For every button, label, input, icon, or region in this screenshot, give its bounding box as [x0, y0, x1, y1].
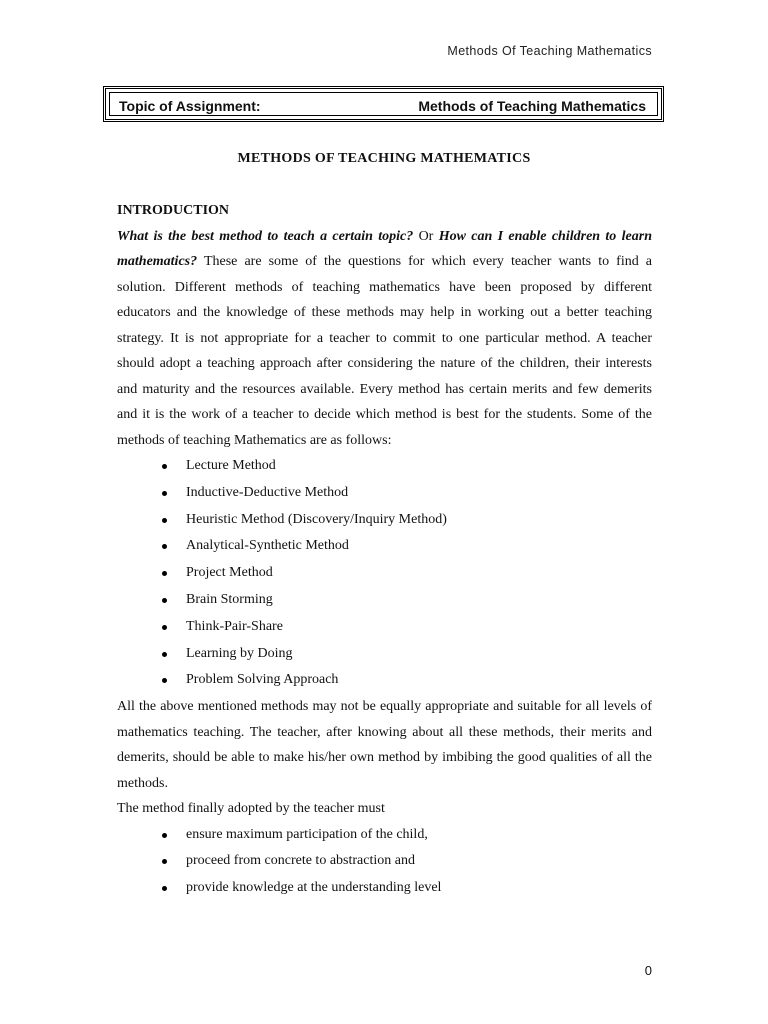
introduction-heading: INTRODUCTION	[117, 203, 230, 218]
question-1: What is the best method to teach a certain topic?	[117, 228, 414, 244]
topic-box	[103, 86, 664, 122]
document-body	[117, 198, 652, 902]
list-item: Analytical-Synthetic Method	[117, 533, 652, 560]
introduction-text: These are some of the questions for which every teacher wants to find a solution. Different methods of teaching mathematics have been proposed by different educators and the knowledge of these methods may help in working out a better teaching strategy. It is not appropriate for a teacher to commit to one particular method. A teacher should adopt a teaching approach after considering the nature of the children, their interests and maturity and the resources available. Every method has certain merits and few demerits and it is the work of a teacher to decide which method is best for the students. Some of the methods of teaching Mathematics are as follows:	[117, 254, 652, 448]
list-item: provide knowledge at the understanding level	[117, 875, 652, 902]
list-item: Learning by Doing	[117, 641, 652, 668]
methods-list	[117, 453, 652, 694]
topic-value: Methods of Teaching Mathematics	[418, 98, 646, 114]
list-item: Heuristic Method (Discovery/Inquiry Method)	[117, 507, 652, 534]
question-2: How can I enable children to learn mathematics?	[117, 228, 652, 269]
or-text: Or	[413, 228, 439, 244]
list-item: Brain Storming	[117, 587, 652, 614]
list-item: Problem Solving Approach	[117, 667, 652, 694]
page-number: 0	[644, 963, 652, 978]
running-header: Methods Of Teaching Mathematics	[447, 44, 652, 58]
list-item: Inductive-Deductive Method	[117, 480, 652, 507]
paragraph-2: All the above mentioned methods may not be equally appropriate and suitable for all levels of mathematics teaching. The teacher, after knowing about all these methods, their merits and demerits, should be able to make his/her own method by imbibing the good qualities of all the methods.	[117, 699, 652, 791]
list-item: Project Method	[117, 560, 652, 587]
list-item: Lecture Method	[117, 453, 652, 480]
topic-box-inner	[109, 92, 658, 116]
introduction-paragraph	[117, 224, 652, 454]
requirements-list	[117, 822, 652, 902]
list-item: proceed from concrete to abstraction and	[117, 848, 652, 875]
list-item: ensure maximum participation of the child,	[117, 822, 652, 849]
topic-label: Topic of Assignment:	[119, 98, 261, 114]
list-item: Think-Pair-Share	[117, 614, 652, 641]
document-title: METHODS OF TEACHING MATHEMATICS	[237, 151, 531, 166]
paragraph-3: The method finally adopted by the teacher must	[117, 801, 385, 817]
